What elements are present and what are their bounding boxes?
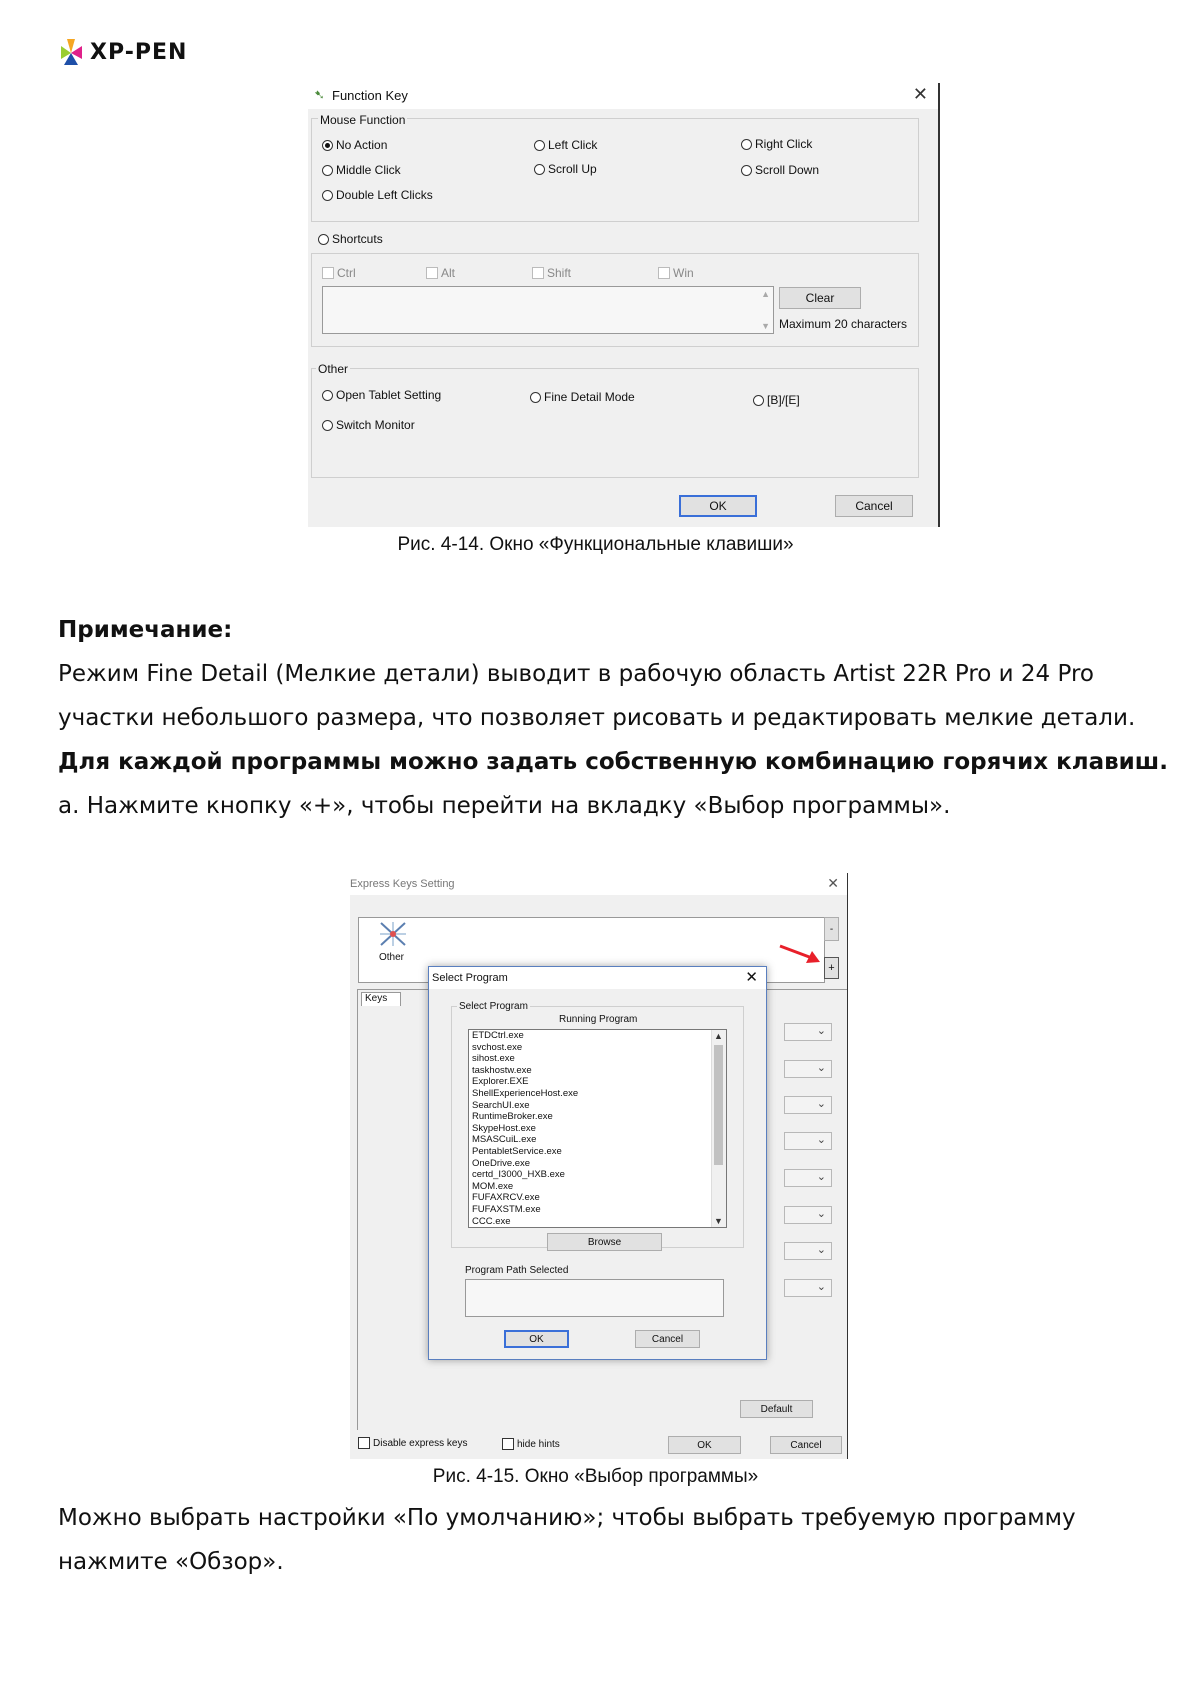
other-program-icon[interactable] — [379, 921, 407, 947]
ok-button[interactable]: OK — [668, 1436, 741, 1454]
program-path-label: Program Path Selected — [465, 1265, 569, 1276]
logo-text: XP-PEN — [90, 39, 188, 65]
list-item[interactable]: MSASCuiL.exe — [472, 1134, 537, 1146]
list-item[interactable]: ShellExperienceHost.exe — [472, 1087, 579, 1099]
scroll-down-icon: ▼ — [761, 321, 770, 331]
radio-icon — [530, 392, 541, 403]
close-icon[interactable]: ✕ — [745, 969, 758, 986]
radio-left-click[interactable]: Left Click — [534, 138, 597, 152]
radio-icon — [741, 139, 752, 150]
program-items — [469, 1030, 726, 1227]
key-dropdown-8[interactable] — [784, 1279, 832, 1297]
chevron-down-icon: ⌄ — [816, 1208, 826, 1220]
note-title: Примечание: — [58, 617, 233, 643]
key-dropdown-4[interactable] — [784, 1132, 832, 1150]
running-program-label: Running Program — [559, 1014, 638, 1025]
radio-icon — [322, 420, 333, 431]
checkbox-icon — [532, 267, 544, 279]
clear-button[interactable]: Clear — [779, 287, 861, 309]
scrollbar-thumb[interactable] — [714, 1045, 723, 1165]
list-item[interactable]: CCC.exe — [472, 1215, 511, 1227]
window-title: Express Keys Setting — [350, 878, 455, 890]
radio-open-tablet-setting[interactable]: Open Tablet Setting — [322, 388, 441, 402]
red-arrow-icon — [778, 943, 822, 965]
list-scrollbar[interactable] — [711, 1030, 726, 1227]
radio-scroll-up[interactable]: Scroll Up — [534, 162, 597, 176]
radio-icon — [741, 165, 752, 176]
checkbox-icon — [426, 267, 438, 279]
radio-icon — [322, 165, 333, 176]
xp-pen-logo — [58, 34, 187, 70]
note-line-2: участки небольшого размера, что позволяет рисовать и редактировать мелкие детали. — [58, 705, 1136, 731]
list-item[interactable]: ETDCtrl.exe — [472, 1030, 524, 1041]
list-item[interactable]: Explorer.EXE — [472, 1076, 529, 1088]
cancel-button[interactable]: Cancel — [770, 1436, 842, 1454]
radio-b-e[interactable]: [B]/[E] — [753, 393, 800, 407]
tab-keys[interactable]: Keys — [361, 992, 401, 1006]
list-item[interactable]: certd_I3000_HXB.exe — [472, 1169, 565, 1181]
figure-caption-1: Рис. 4-14. Окно «Функциональные клавиши» — [397, 534, 794, 555]
note-line-3: Для каждой программы можно задать собственную комбинацию горячих клавиш. — [58, 749, 1168, 775]
key-dropdown-3[interactable] — [784, 1096, 832, 1114]
radio-switch-monitor[interactable]: Switch Monitor — [322, 418, 415, 432]
chevron-down-icon: ⌄ — [816, 1244, 826, 1256]
checkbox-shift[interactable]: Shift — [532, 266, 571, 280]
list-item[interactable]: svchost.exe — [472, 1041, 523, 1053]
radio-scroll-down[interactable]: Scroll Down — [741, 163, 819, 177]
checkbox-icon — [322, 267, 334, 279]
radio-icon — [322, 190, 333, 201]
radio-right-click[interactable]: Right Click — [741, 137, 812, 151]
shortcut-input[interactable] — [322, 286, 774, 334]
chevron-down-icon: ⌄ — [816, 1025, 826, 1037]
close-icon[interactable]: ✕ — [912, 84, 928, 104]
scroll-up-icon: ▲ — [761, 289, 770, 299]
default-button[interactable]: Default — [740, 1400, 813, 1418]
final-line-2: нажмите «Обзор». — [58, 1549, 284, 1575]
add-program-button[interactable]: + — [824, 957, 839, 979]
function-key-window — [308, 83, 940, 527]
checkbox-win[interactable]: Win — [658, 266, 694, 280]
radio-no-action[interactable]: No Action — [322, 138, 387, 152]
radio-icon — [753, 395, 764, 406]
express-keys-titlebar — [350, 873, 847, 895]
chevron-down-icon: ⌄ — [816, 1134, 826, 1146]
cancel-button[interactable]: Cancel — [635, 1330, 700, 1348]
other-label: Other — [318, 362, 349, 376]
radio-icon — [534, 164, 545, 175]
key-dropdown-1[interactable] — [784, 1023, 832, 1041]
list-item[interactable]: MOM.exe — [472, 1180, 514, 1192]
radio-icon — [318, 234, 329, 245]
function-key-titlebar — [308, 83, 938, 109]
checkbox-icon — [502, 1438, 514, 1450]
cancel-button[interactable]: Cancel — [835, 495, 913, 517]
xp-pen-logo-icon — [58, 37, 84, 67]
other-program-label: Other — [379, 952, 405, 963]
radio-selected-icon — [322, 140, 333, 151]
list-item[interactable]: SearchUI.exe — [472, 1099, 530, 1111]
mouse-function-group — [311, 118, 919, 222]
radio-middle-click[interactable]: Middle Click — [322, 163, 401, 177]
scroll-up-icon[interactable]: ▲ — [714, 1031, 723, 1041]
note-line-4: а. Нажмите кнопку «+», чтобы перейти на вкладку «Выбор программы». — [58, 793, 951, 819]
list-item[interactable]: taskhostw.exe — [472, 1064, 532, 1076]
chevron-down-icon: ⌄ — [816, 1281, 826, 1293]
figure-caption-2: Рис. 4-15. Окно «Выбор программы» — [432, 1466, 759, 1487]
checkbox-icon — [358, 1437, 370, 1449]
running-program-list[interactable] — [468, 1029, 727, 1228]
checkbox-ctrl[interactable]: Ctrl — [322, 266, 356, 280]
note-line-1: Режим Fine Detail (Мелкие детали) выводит в рабочую область Artist 22R Pro и 24 Pro — [58, 661, 1094, 687]
radio-icon — [322, 390, 333, 401]
chevron-down-icon: ⌄ — [816, 1171, 826, 1183]
list-item[interactable]: SkypeHost.exe — [472, 1122, 536, 1134]
key-dropdown-7[interactable] — [784, 1242, 832, 1260]
select-program-dialog — [428, 966, 767, 1360]
max-chars-text: Maximum 20 characters — [779, 317, 908, 331]
list-item[interactable]: sihost.exe — [472, 1053, 515, 1065]
key-dropdown-6[interactable] — [784, 1206, 832, 1224]
list-item[interactable]: OneDrive.exe — [472, 1157, 531, 1169]
key-dropdown-2[interactable] — [784, 1060, 832, 1078]
disable-express-keys-checkbox[interactable]: Disable express keys — [358, 1437, 467, 1449]
chevron-down-icon: ⌄ — [816, 1098, 826, 1110]
list-item[interactable]: PentabletService.exe — [472, 1145, 562, 1157]
ok-button[interactable]: OK — [679, 495, 757, 517]
chevron-down-icon: ⌄ — [816, 1062, 826, 1074]
scroll-down-icon[interactable]: ▼ — [714, 1216, 723, 1226]
key-dropdown-5[interactable] — [784, 1169, 832, 1187]
list-item[interactable]: FUFAXRCV.exe — [472, 1192, 540, 1204]
ok-button[interactable]: OK — [504, 1330, 569, 1348]
checkbox-alt[interactable]: Alt — [426, 266, 455, 280]
window-title: Function Key — [332, 88, 408, 103]
checkbox-icon — [658, 267, 670, 279]
browse-button[interactable]: Browse — [547, 1233, 662, 1251]
radio-icon — [534, 140, 545, 151]
close-icon[interactable]: ✕ — [827, 875, 839, 891]
mouse-function-label: Mouse Function — [320, 113, 406, 127]
select-program-titlebar — [429, 967, 766, 989]
remove-program-button[interactable]: - — [824, 917, 839, 941]
radio-shortcuts[interactable]: Shortcuts — [318, 232, 383, 246]
radio-double-left-clicks[interactable]: Double Left Clicks — [322, 188, 433, 202]
list-item[interactable]: RuntimeBroker.exe — [472, 1111, 553, 1123]
app-icon: ➷ — [314, 87, 325, 102]
final-line-1: Можно выбрать настройки «По умолчанию»; чтобы выбрать требуемую программу — [58, 1505, 1076, 1531]
hide-hints-checkbox[interactable]: hide hints — [502, 1438, 560, 1450]
program-path-input[interactable] — [465, 1279, 724, 1317]
list-item[interactable]: FUFAXSTM.exe — [472, 1203, 541, 1215]
radio-fine-detail-mode[interactable]: Fine Detail Mode — [530, 390, 635, 404]
select-program-group-label: Select Program — [459, 1001, 528, 1012]
dialog-title: Select Program — [432, 972, 508, 984]
